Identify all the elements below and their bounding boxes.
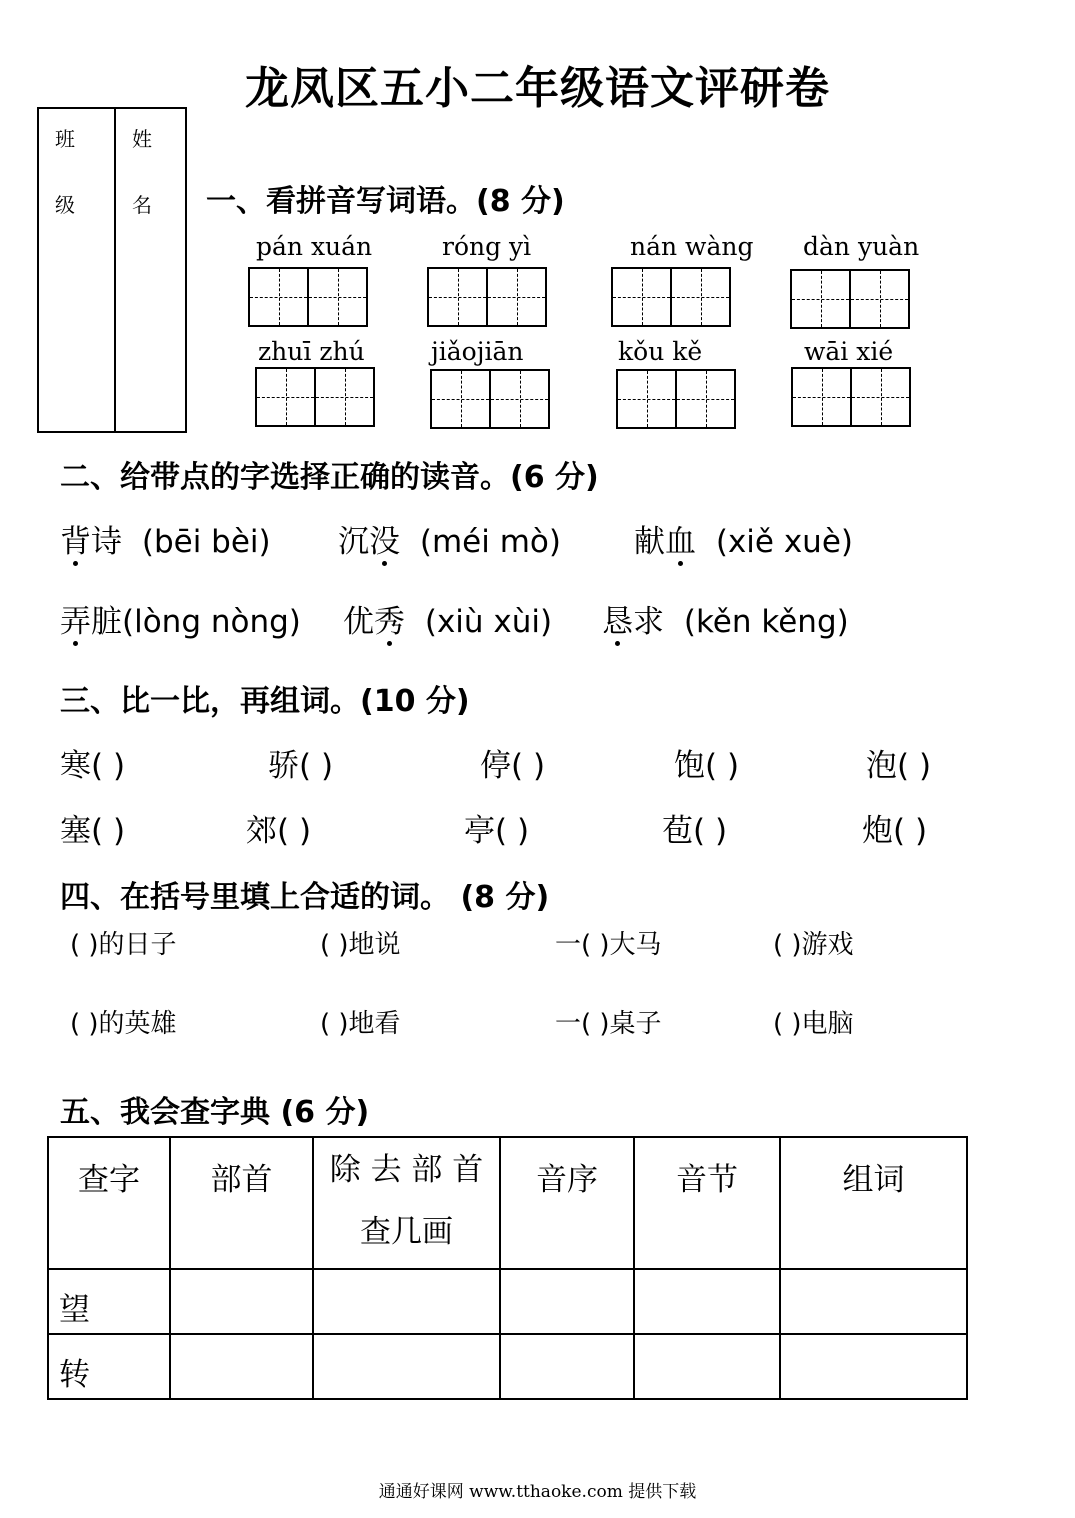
answer-cell[interactable] xyxy=(634,1269,780,1334)
answer-cell[interactable] xyxy=(170,1334,313,1399)
reading-options-4: (lòng nòng) xyxy=(122,604,301,640)
fill-item: ( )地说 xyxy=(320,930,401,960)
plain-char: 脏 xyxy=(91,604,122,640)
table-header-row xyxy=(48,1137,967,1269)
side-box-divider xyxy=(114,109,116,431)
header-cell: 组词 xyxy=(780,1137,967,1269)
pinyin-8: wāi xié xyxy=(804,337,894,366)
plain-char: 沉 xyxy=(338,524,369,560)
writing-grid-4[interactable] xyxy=(790,269,910,329)
answer-cell[interactable] xyxy=(500,1269,634,1334)
compare-item: 郊( ) xyxy=(246,813,312,849)
class-label-1: 班 xyxy=(55,127,75,151)
compare-item: 骄( ) xyxy=(268,748,334,784)
dotted-char: 恳 xyxy=(602,596,633,641)
reading-item-1 xyxy=(60,516,271,561)
pinyin-5: zhuī zhú xyxy=(258,337,365,366)
plain-char: 献 xyxy=(634,524,665,560)
name-label-1: 姓 xyxy=(132,127,152,151)
reading-options-6: (kěn kěng) xyxy=(683,604,849,640)
reading-options-1: (bēi bèi) xyxy=(141,524,271,560)
fill-item: ( )地看 xyxy=(320,1009,401,1039)
writing-grid-8[interactable] xyxy=(791,367,911,427)
compare-item: 苞( ) xyxy=(662,813,728,849)
table-row xyxy=(48,1334,967,1399)
fill-item: ( )游戏 xyxy=(773,930,854,960)
fill-item: ( )的英雄 xyxy=(70,1009,177,1039)
table-row xyxy=(48,1269,967,1334)
page-title: 龙凤区五小二年级语文评研卷 xyxy=(245,63,830,114)
plain-char: 优 xyxy=(343,604,374,640)
class-label-2: 级 xyxy=(55,193,75,217)
dotted-char: 秀 xyxy=(374,596,405,641)
fill-item: 一( )桌子 xyxy=(555,1009,662,1039)
pinyin-1: pán xuán xyxy=(256,232,373,261)
plain-char: 诗 xyxy=(91,524,122,560)
dotted-char: 弄 xyxy=(60,596,91,641)
reading-item-2 xyxy=(338,516,561,561)
section-4-heading: 四、在括号里填上合适的词。 (8 分) xyxy=(60,880,550,915)
pinyin-4: dàn yuàn xyxy=(803,232,920,261)
compare-item: 饱( ) xyxy=(674,748,740,784)
plain-char: 求 xyxy=(633,604,664,640)
compare-item: 塞( ) xyxy=(60,813,126,849)
writing-grid-6[interactable] xyxy=(430,369,550,429)
header-cell: 查字 xyxy=(48,1137,170,1269)
section-1-heading: 一、看拼音写词语。(8 分) xyxy=(206,184,565,219)
fill-item: 一( )大马 xyxy=(555,930,662,960)
fill-item: ( )的日子 xyxy=(70,930,177,960)
section-3-heading: 三、比一比，再组词。(10 分) xyxy=(60,684,470,719)
header-cell: 音序 xyxy=(500,1137,634,1269)
reading-item-6 xyxy=(602,596,849,641)
pinyin-2: róng yì xyxy=(442,232,532,261)
header-cell: 除 去 部 首 查几画 xyxy=(313,1137,500,1269)
row-char: 望 xyxy=(48,1269,170,1334)
pinyin-3: nán wàng xyxy=(630,232,754,261)
pinyin-6: jiǎojiān xyxy=(431,337,524,366)
fill-item: ( )电脑 xyxy=(773,1009,854,1039)
answer-cell[interactable] xyxy=(170,1269,313,1334)
answer-cell[interactable] xyxy=(313,1269,500,1334)
answer-cell[interactable] xyxy=(634,1334,780,1399)
compare-item: 停( ) xyxy=(480,748,546,784)
answer-cell[interactable] xyxy=(780,1269,967,1334)
compare-item: 泡( ) xyxy=(866,748,932,784)
reading-item-4 xyxy=(60,596,301,641)
compare-item: 寒( ) xyxy=(60,748,126,784)
header-cell: 音节 xyxy=(634,1137,780,1269)
header-cell: 部首 xyxy=(170,1137,313,1269)
class-name-box xyxy=(37,107,187,433)
reading-item-3 xyxy=(634,516,853,561)
answer-cell[interactable] xyxy=(780,1334,967,1399)
row-char: 转 xyxy=(48,1334,170,1399)
compare-item: 炮( ) xyxy=(862,813,928,849)
name-label-2: 名 xyxy=(132,193,152,217)
compare-item: 亭( ) xyxy=(464,813,530,849)
dictionary-table xyxy=(47,1136,968,1400)
answer-cell[interactable] xyxy=(313,1334,500,1399)
writing-grid-2[interactable] xyxy=(427,267,547,327)
reading-options-2: (méi mò) xyxy=(419,524,561,560)
section-5-heading: 五、我会查字典 (6 分) xyxy=(60,1095,370,1130)
reading-options-3: (xiě xuè) xyxy=(715,524,853,560)
dotted-char: 背 xyxy=(60,516,91,561)
writing-grid-7[interactable] xyxy=(616,369,736,429)
writing-grid-5[interactable] xyxy=(255,367,375,427)
reading-item-5 xyxy=(343,596,552,641)
reading-options-5: (xiù xùi) xyxy=(424,604,553,640)
pinyin-7: kǒu kě xyxy=(618,337,703,366)
footer-credit: 通通好课网 www.tthaoke.com 提供下载 xyxy=(378,1482,697,1502)
section-2-heading: 二、给带点的字选择正确的读音。(6 分) xyxy=(60,460,599,495)
writing-grid-1[interactable] xyxy=(248,267,368,327)
writing-grid-3[interactable] xyxy=(611,267,731,327)
answer-cell[interactable] xyxy=(500,1334,634,1399)
dotted-char: 没 xyxy=(369,516,400,561)
dotted-char: 血 xyxy=(665,516,696,561)
